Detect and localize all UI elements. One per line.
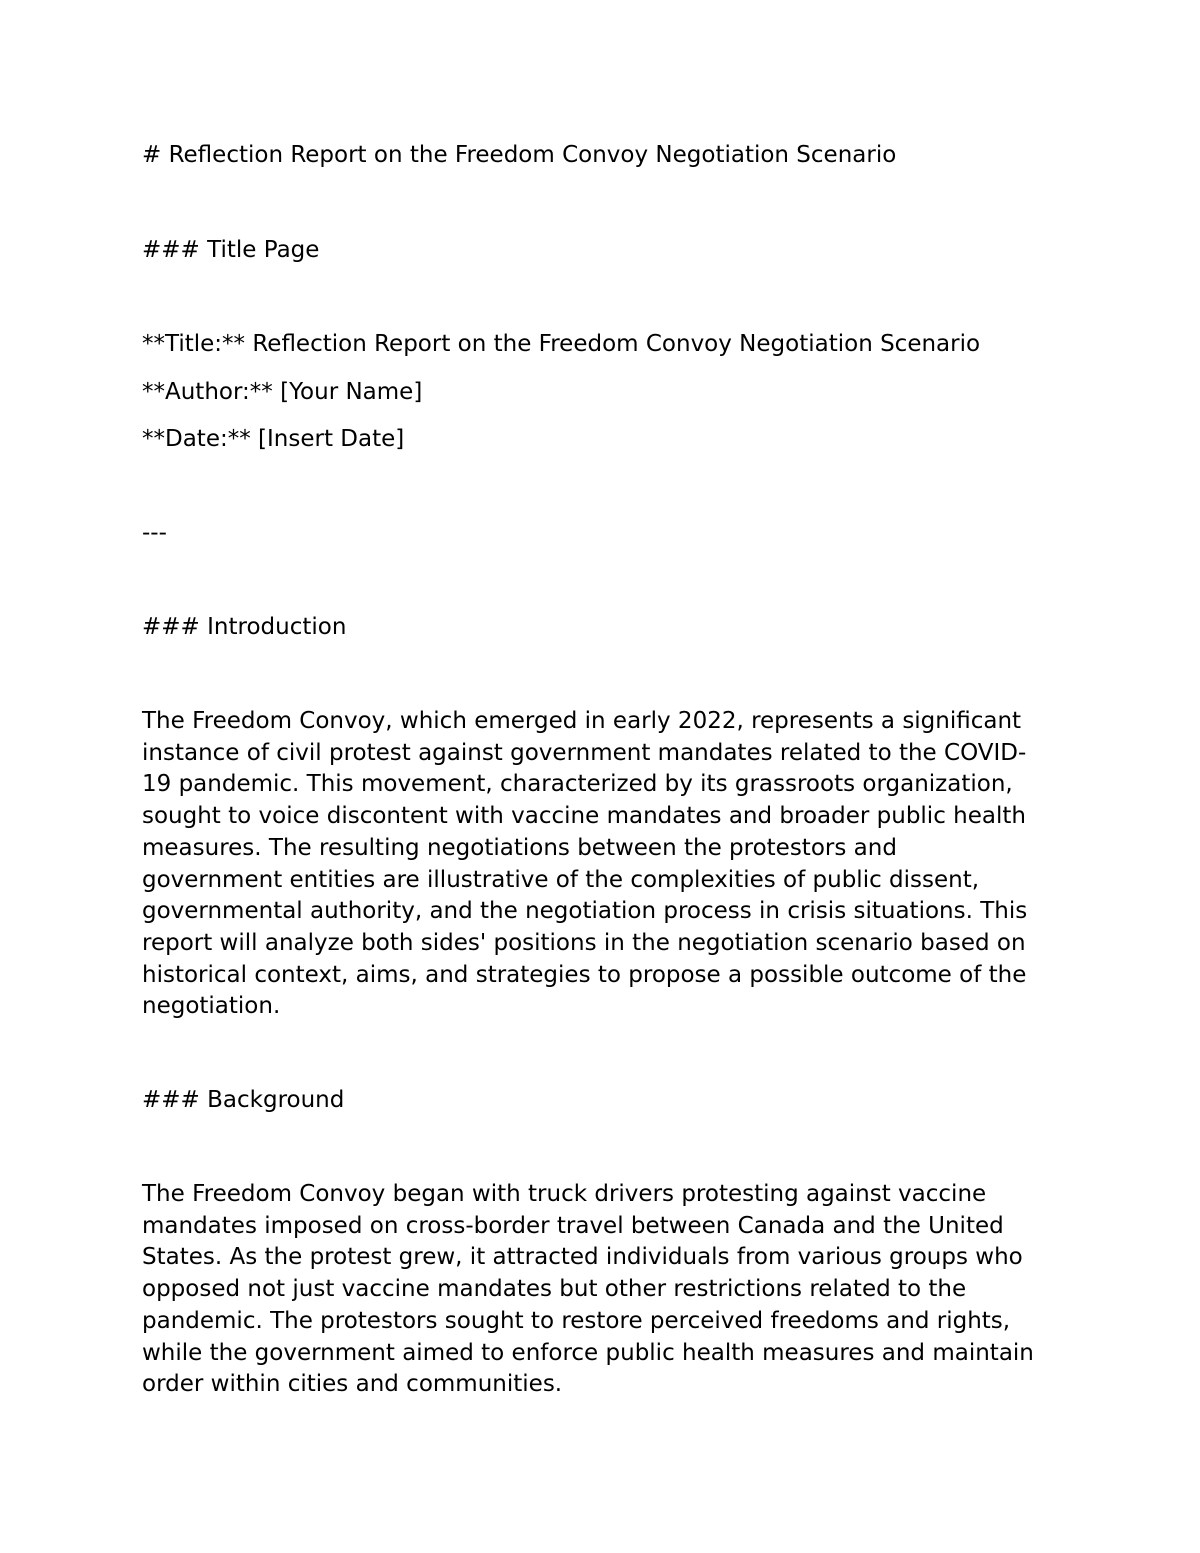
paragraph-line: The Freedom Convoy began with truck drivers protesting against vaccine	[142, 1181, 987, 1207]
paragraph-line: governmental authority, and the negotiation process in crisis situations. This	[142, 898, 1028, 925]
paragraph-line: instance of civil protest against government mandates related to the COVID-	[142, 739, 1027, 766]
paragraph-line: The Freedom Convoy, which emerged in early 2022, represents a significant	[142, 708, 1022, 734]
paragraph-line: negotiation.	[142, 993, 281, 1020]
paragraph-line: report will analyze both sides' positions in the negotiation scenario based on	[142, 929, 1026, 956]
paragraph-line: while the government aimed to enforce public health measures and maintain	[142, 1339, 1034, 1366]
section-separator: ---	[142, 520, 167, 546]
paragraph-line: opposed not just vaccine mandates but other restrictions related to the	[142, 1276, 967, 1303]
document-main-heading: # Reflection Report on the Freedom Convoy Negotiation Scenario	[142, 142, 897, 168]
paragraph-line: historical context, aims, and strategies to propose a possible outcome of the	[142, 961, 1027, 988]
introduction-paragraph	[142, 706, 1062, 1023]
paragraph-line: States. As the protest grew, it attracted individuals from various groups who	[142, 1244, 1023, 1271]
background-paragraph	[142, 1179, 1062, 1401]
background-heading: ### Background	[142, 1087, 345, 1113]
author-line: **Author:** [Your Name]	[142, 379, 423, 405]
paragraph-line: mandates imposed on cross-border travel between Canada and the United	[142, 1212, 1004, 1239]
title-page-heading: ### Title Page	[142, 237, 320, 263]
date-line: **Date:** [Insert Date]	[142, 426, 405, 452]
paragraph-line: sought to voice discontent with vaccine mandates and broader public health	[142, 803, 1026, 830]
paragraph-line: order within cities and communities.	[142, 1371, 563, 1398]
title-line: **Title:** Reflection Report on the Freedom Convoy Negotiation Scenario	[142, 331, 981, 357]
introduction-heading: ### Introduction	[142, 614, 347, 640]
paragraph-line: government entities are illustrative of the complexities of public dissent,	[142, 866, 980, 893]
paragraph-line: 19 pandemic. This movement, characterized by its grassroots organization,	[142, 771, 1013, 798]
paragraph-line: measures. The resulting negotiations between the protestors and	[142, 834, 897, 861]
paragraph-line: pandemic. The protestors sought to restore perceived freedoms and rights,	[142, 1307, 1011, 1334]
